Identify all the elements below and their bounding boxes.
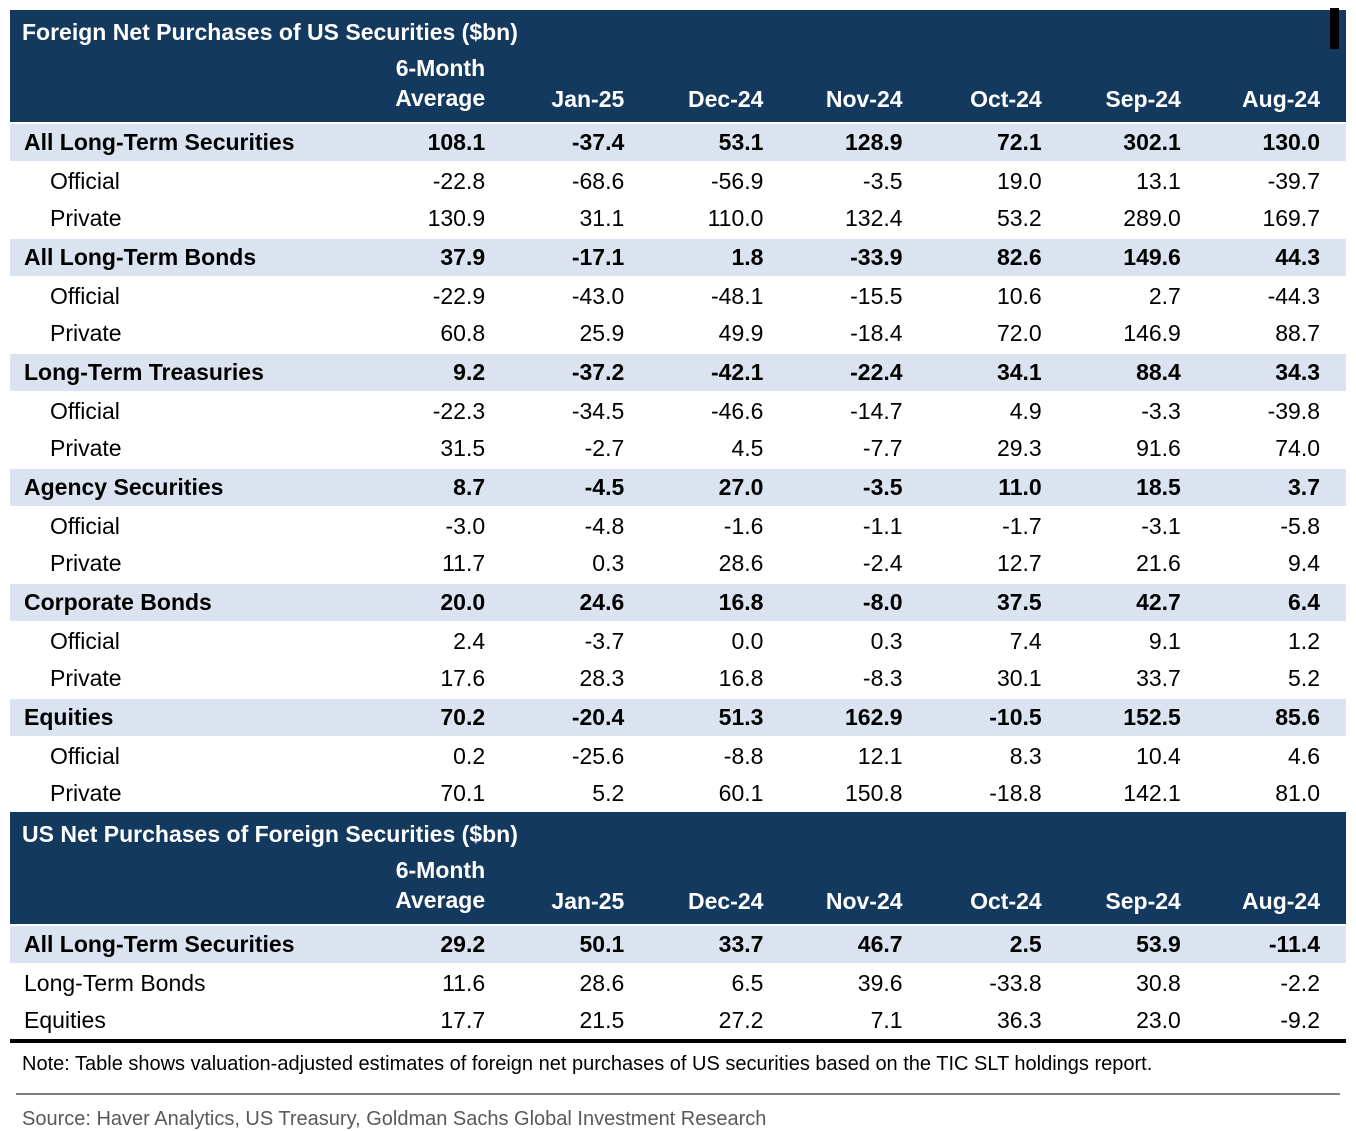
cell-value: 2.5 <box>929 925 1068 964</box>
table2-column-header-row <box>10 851 1346 925</box>
cell-value: 9.4 <box>1288 550 1320 576</box>
cell-value: 70.1 <box>440 780 486 806</box>
cell-value: 44.3 <box>1207 238 1346 277</box>
table-row <box>10 392 1346 430</box>
row-label: Corporate Bonds <box>10 583 372 622</box>
table-row <box>10 964 1346 1002</box>
us-net-purchases-table <box>10 812 1346 1043</box>
cell-value: 81.0 <box>1275 780 1320 806</box>
cell-value: 33.7 <box>1136 665 1181 691</box>
cell-value: 88.7 <box>1275 320 1320 346</box>
row-label: Official <box>50 513 120 539</box>
cell-value: -4.8 <box>584 513 625 539</box>
cell-value: -3.3 <box>1141 398 1181 424</box>
cell-value: -8.3 <box>862 665 903 691</box>
cell-value: -9.2 <box>1280 1007 1320 1033</box>
cell-value: 28.3 <box>579 665 625 691</box>
table1-col-header-jan25: Jan-25 <box>511 49 650 123</box>
row-label: All Long-Term Securities <box>10 925 372 964</box>
col-header-average-line: Average <box>395 85 486 111</box>
footnote: Note: Table shows valuation-adjusted estimates of foreign net purchases of US securities based on the TIC SLT holdings report. <box>22 1053 1153 1075</box>
cell-value: 18.5 <box>1068 468 1207 507</box>
cell-value: 60.1 <box>718 780 764 806</box>
row-label: All Long-Term Securities <box>10 123 372 162</box>
cell-value: -3.0 <box>445 513 486 539</box>
table2-title: US Net Purchases of Foreign Securities ($bn) <box>10 812 1346 851</box>
cell-value: 2.7 <box>1148 283 1181 309</box>
cell-value: 37.9 <box>372 238 511 277</box>
table-row <box>10 315 1346 353</box>
cell-value: 12.7 <box>996 550 1042 576</box>
row-label: Official <box>50 398 120 424</box>
table1-body <box>10 123 1346 812</box>
cell-value: 33.7 <box>650 925 789 964</box>
cell-value: 24.6 <box>511 583 650 622</box>
cell-value: 8.3 <box>1009 743 1042 769</box>
cell-value: 72.0 <box>996 320 1042 346</box>
cell-value: 1.2 <box>1288 628 1320 654</box>
cell-value: 6.4 <box>1207 583 1346 622</box>
cell-value: 11.7 <box>442 550 486 576</box>
table1-col-header-aug24: Aug-24 <box>1207 49 1346 123</box>
row-label: Private <box>50 780 122 806</box>
row-label: All Long-Term Bonds <box>10 238 372 277</box>
cell-value: -2.4 <box>862 550 903 576</box>
table2-label-column-header <box>10 851 372 925</box>
table-row <box>10 925 1346 964</box>
cell-value: -43.0 <box>571 283 625 309</box>
cell-value: -8.8 <box>723 743 764 769</box>
cell-value: -4.5 <box>511 468 650 507</box>
table2-body <box>10 925 1346 1041</box>
row-label: Agency Securities <box>10 468 372 507</box>
cell-value: 1.8 <box>650 238 789 277</box>
cell-value: 31.5 <box>440 435 486 461</box>
cell-value: 46.7 <box>789 925 928 964</box>
cell-value: 11.0 <box>929 468 1068 507</box>
cell-value: 108.1 <box>372 123 511 162</box>
cell-value: 39.6 <box>857 970 903 996</box>
row-label: Equities <box>10 698 372 737</box>
cell-value: -10.5 <box>929 698 1068 737</box>
cell-value: -15.5 <box>850 283 903 309</box>
cell-value: -33.8 <box>989 970 1042 996</box>
cell-value: 0.3 <box>592 550 625 576</box>
cell-value: 289.0 <box>1123 205 1181 231</box>
table1-col-header-6month-average <box>372 49 511 123</box>
table-row <box>10 1002 1346 1041</box>
cell-value: 142.1 <box>1123 780 1181 806</box>
cell-value: -48.1 <box>710 283 764 309</box>
cell-value: -68.6 <box>571 168 625 194</box>
cell-value: 16.8 <box>718 665 764 691</box>
cell-value: 34.3 <box>1207 353 1346 392</box>
cell-value: -22.9 <box>432 283 486 309</box>
cell-value: -8.0 <box>789 583 928 622</box>
cell-value: -46.6 <box>710 398 764 424</box>
cell-value: 152.5 <box>1068 698 1207 737</box>
row-label: Private <box>50 550 122 576</box>
cell-value: -20.4 <box>511 698 650 737</box>
tables-container <box>10 10 1346 1131</box>
cell-value: 60.8 <box>440 320 486 346</box>
cell-value: 110.0 <box>707 205 764 231</box>
cell-value: 17.7 <box>440 1007 486 1033</box>
table2-col-header-nov24: Nov-24 <box>789 851 928 925</box>
cell-value: 9.1 <box>1148 628 1181 654</box>
cell-value: -3.5 <box>789 468 928 507</box>
cell-value: 11.6 <box>442 970 486 996</box>
table-row <box>10 583 1346 622</box>
cell-value: 10.4 <box>1136 743 1181 769</box>
table2-title-row <box>10 812 1346 851</box>
table-row <box>10 737 1346 775</box>
cell-value: 162.9 <box>789 698 928 737</box>
cell-value: 17.6 <box>440 665 486 691</box>
cell-value: 0.3 <box>870 628 903 654</box>
table-row <box>10 468 1346 507</box>
cell-value: 34.1 <box>929 353 1068 392</box>
cell-value: 2.4 <box>453 628 486 654</box>
table1-column-header-row <box>10 49 1346 123</box>
table-row <box>10 277 1346 315</box>
cell-value: -18.8 <box>989 780 1042 806</box>
cell-value: 91.6 <box>1136 435 1181 461</box>
cell-value: -3.7 <box>584 628 625 654</box>
cell-value: 29.2 <box>372 925 511 964</box>
row-label: Official <box>50 743 120 769</box>
cell-value: 169.7 <box>1262 205 1320 231</box>
row-label: Private <box>50 435 122 461</box>
cell-value: 19.0 <box>996 168 1042 194</box>
cell-value: 25.9 <box>579 320 625 346</box>
row-label: Official <box>50 168 120 194</box>
divider-rule <box>16 1093 1340 1095</box>
cell-value: -11.4 <box>1207 925 1346 964</box>
cell-value: 3.7 <box>1207 468 1346 507</box>
cell-value: 0.2 <box>453 743 486 769</box>
row-label: Long-Term Treasuries <box>10 353 372 392</box>
table2-col-header-dec24: Dec-24 <box>650 851 789 925</box>
col-header-6month-line: 6-Month <box>395 55 486 81</box>
cell-value: -3.5 <box>862 168 903 194</box>
cell-value: 27.0 <box>650 468 789 507</box>
cell-value: 27.2 <box>718 1007 764 1033</box>
cell-value: 4.5 <box>731 435 764 461</box>
row-label: Private <box>50 665 122 691</box>
cell-value: 30.8 <box>1136 970 1181 996</box>
cell-value: 9.2 <box>372 353 511 392</box>
cell-value: 37.5 <box>929 583 1068 622</box>
cell-value: 13.1 <box>1136 168 1181 194</box>
table2-col-header-aug24: Aug-24 <box>1207 851 1346 925</box>
cell-value: -56.9 <box>710 168 764 194</box>
table-row <box>10 507 1346 545</box>
table-row <box>10 353 1346 392</box>
cell-value: -39.8 <box>1267 398 1320 424</box>
cell-value: 28.6 <box>579 970 625 996</box>
cell-value: -2.7 <box>584 435 625 461</box>
cell-value: 146.9 <box>1123 320 1181 346</box>
cell-value: -22.3 <box>432 398 486 424</box>
cell-value: -44.3 <box>1267 283 1320 309</box>
cell-value: -1.1 <box>862 513 903 539</box>
cell-value: 7.4 <box>1009 628 1042 654</box>
cell-value: -5.8 <box>1280 513 1320 539</box>
cell-value: 72.1 <box>929 123 1068 162</box>
cell-value: 50.1 <box>511 925 650 964</box>
cell-value: 0.0 <box>731 628 764 654</box>
cell-value: 53.9 <box>1068 925 1207 964</box>
cell-value: -1.6 <box>723 513 764 539</box>
cell-value: -1.7 <box>1002 513 1042 539</box>
cell-value: 150.8 <box>845 780 903 806</box>
cell-value: 36.3 <box>996 1007 1042 1033</box>
cell-value: 16.8 <box>650 583 789 622</box>
corner-mark <box>1330 8 1339 49</box>
cell-value: 31.1 <box>579 205 625 231</box>
table-row <box>10 430 1346 468</box>
table1-col-header-oct24: Oct-24 <box>929 49 1068 123</box>
row-label: Private <box>50 205 122 231</box>
cell-value: 8.7 <box>372 468 511 507</box>
row-label: Official <box>50 283 120 309</box>
cell-value: 30.1 <box>996 665 1042 691</box>
cell-value: 302.1 <box>1068 123 1207 162</box>
cell-value: -37.4 <box>511 123 650 162</box>
row-label: Private <box>50 320 122 346</box>
table-row <box>10 775 1346 812</box>
cell-value: 12.1 <box>857 743 903 769</box>
cell-value: 88.4 <box>1068 353 1207 392</box>
cell-value: -18.4 <box>850 320 903 346</box>
cell-value: 20.0 <box>372 583 511 622</box>
source-line: Source: Haver Analytics, US Treasury, Goldman Sachs Global Investment Research <box>22 1108 767 1130</box>
cell-value: 5.2 <box>1288 665 1320 691</box>
cell-value: -39.7 <box>1267 168 1320 194</box>
cell-value: 85.6 <box>1207 698 1346 737</box>
col-header-6month-line: 6-Month <box>395 857 486 883</box>
table-row <box>10 545 1346 583</box>
cell-value: 51.3 <box>650 698 789 737</box>
foreign-net-purchases-table <box>10 10 1346 812</box>
cell-value: 128.9 <box>789 123 928 162</box>
col-header-average-line: Average <box>395 887 486 913</box>
cell-value: 29.3 <box>996 435 1042 461</box>
table-row <box>10 200 1346 238</box>
cell-value: -2.2 <box>1280 970 1320 996</box>
cell-value: -17.1 <box>511 238 650 277</box>
table2-col-header-sep24: Sep-24 <box>1068 851 1207 925</box>
cell-value: -37.2 <box>511 353 650 392</box>
cell-value: 130.0 <box>1207 123 1346 162</box>
cell-value: 149.6 <box>1068 238 1207 277</box>
cell-value: 4.9 <box>1009 398 1042 424</box>
cell-value: -33.9 <box>789 238 928 277</box>
cell-value: 74.0 <box>1275 435 1320 461</box>
cell-value: -22.8 <box>432 168 486 194</box>
cell-value: 53.2 <box>996 205 1042 231</box>
cell-value: -3.1 <box>1141 513 1181 539</box>
cell-value: 132.4 <box>845 205 903 231</box>
table1-col-header-sep24: Sep-24 <box>1068 49 1207 123</box>
table1-title-row <box>10 10 1346 49</box>
cell-value: 70.2 <box>372 698 511 737</box>
cell-value: -7.7 <box>862 435 903 461</box>
table-row <box>10 162 1346 200</box>
cell-value: 42.7 <box>1068 583 1207 622</box>
cell-value: 28.6 <box>718 550 764 576</box>
table1-title: Foreign Net Purchases of US Securities ($bn) <box>10 10 1346 49</box>
cell-value: 23.0 <box>1136 1007 1181 1033</box>
table-row <box>10 698 1346 737</box>
cell-value: 4.6 <box>1288 743 1320 769</box>
row-label: Official <box>50 628 120 654</box>
table-row <box>10 660 1346 698</box>
cell-value: 82.6 <box>929 238 1068 277</box>
cell-value: -25.6 <box>571 743 625 769</box>
table-row <box>10 238 1346 277</box>
cell-value: -42.1 <box>650 353 789 392</box>
cell-value: 7.1 <box>870 1007 903 1033</box>
cell-value: 130.9 <box>427 205 486 231</box>
table1-col-header-dec24: Dec-24 <box>650 49 789 123</box>
table-row <box>10 123 1346 162</box>
cell-value: 49.9 <box>718 320 764 346</box>
row-label: Equities <box>24 1007 106 1033</box>
cell-value: -34.5 <box>571 398 625 424</box>
cell-value: -22.4 <box>789 353 928 392</box>
row-label: Long-Term Bonds <box>24 970 206 996</box>
cell-value: 53.1 <box>650 123 789 162</box>
table2-col-header-6month-average <box>372 851 511 925</box>
cell-value: 21.6 <box>1136 550 1181 576</box>
table2-col-header-oct24: Oct-24 <box>929 851 1068 925</box>
table2-col-header-jan25: Jan-25 <box>511 851 650 925</box>
cell-value: -14.7 <box>850 398 903 424</box>
table1-col-header-nov24: Nov-24 <box>789 49 928 123</box>
cell-value: 10.6 <box>996 283 1042 309</box>
cell-value: 6.5 <box>731 970 764 996</box>
cell-value: 5.2 <box>592 780 625 806</box>
cell-value: 21.5 <box>579 1007 625 1033</box>
table1-label-column-header <box>10 49 372 123</box>
table-row <box>10 622 1346 660</box>
